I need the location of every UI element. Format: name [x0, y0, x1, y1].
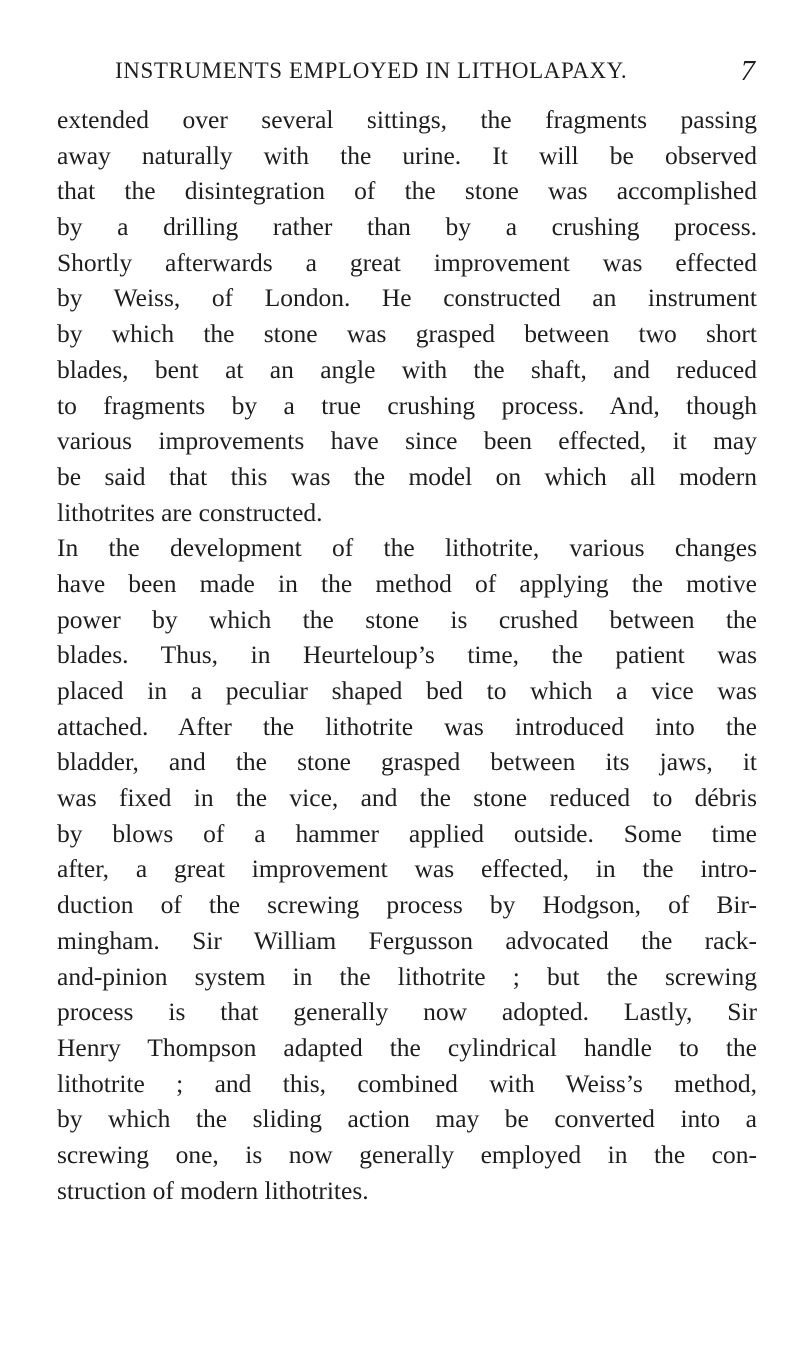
text-line: process is that generally now adopted. Lastly, Sir [57, 997, 757, 1027]
text-line: by a drilling rather than by a crushing process. [57, 212, 757, 242]
text-line: various improvements have since been effected, it may [57, 426, 757, 456]
text-line: blades, bent at an angle with the shaft, and reduced [57, 354, 757, 384]
text-line: struction of modern lithotrites. [57, 1175, 369, 1205]
text-line: by which the sliding action may be converted into a [57, 1104, 757, 1134]
text-line: by Weiss, of London. He constructed an instrument [57, 283, 757, 313]
text-line: lithotrites are constructed. [57, 497, 323, 527]
paragraph-2 [57, 530, 757, 1208]
text-line: was fixed in the vice, and the stone reduced to débris [57, 783, 757, 813]
text-line: extended over several sittings, the fragments passing [57, 105, 757, 134]
running-title: INSTRUMENTS EMPLOYED IN LITHOLAPAXY. [115, 58, 628, 83]
text-line: and-pinion system in the lithotrite ; but the screwing [57, 961, 757, 991]
text-line: attached. After the lithotrite was introduced into the [57, 711, 757, 741]
text-line: bladder, and the stone grasped between its jaws, it [57, 747, 757, 777]
text-line: power by which the stone is crushed between the [57, 604, 757, 634]
paragraph-1 [57, 102, 757, 530]
text-line: away naturally with the urine. It will be observed [57, 140, 757, 170]
text-line: by which the stone was grasped between two short [57, 319, 757, 349]
text-line: to fragments by a true crushing process. And, though [57, 390, 757, 420]
text-line: after, a great improvement was effected, in the intro- [57, 854, 757, 884]
text-line: lithotrite ; and this, combined with Weiss’s method, [57, 1068, 757, 1098]
text-line: that the disintegration of the stone was accomplished [57, 176, 757, 206]
text-line: blades. Thus, in Heurteloup’s time, the patient was [57, 640, 757, 670]
text-line: duction of the screwing process by Hodgson, of Bir- [57, 890, 757, 920]
text-line: have been made in the method of applying the motive [57, 568, 757, 598]
text-line: screwing one, is now generally employed in the con- [57, 1139, 757, 1169]
page-number: 7 [740, 55, 755, 87]
text-line: mingham. Sir William Fergusson advocated the rack- [57, 925, 757, 955]
running-head [115, 55, 755, 94]
text-line: be said that this was the model on which all modern [57, 461, 757, 491]
text-line: Henry Thompson adapted the cylindrical handle to the [57, 1032, 757, 1062]
text-line: In the development of the lithotrite, various changes [57, 533, 757, 563]
body-text [57, 102, 757, 1208]
text-line: by blows of a hammer applied outside. Some time [57, 818, 757, 848]
text-line: placed in a peculiar shaped bed to which a vice was [57, 676, 757, 705]
text-line: Shortly afterwards a great improvement was effected [57, 247, 757, 277]
